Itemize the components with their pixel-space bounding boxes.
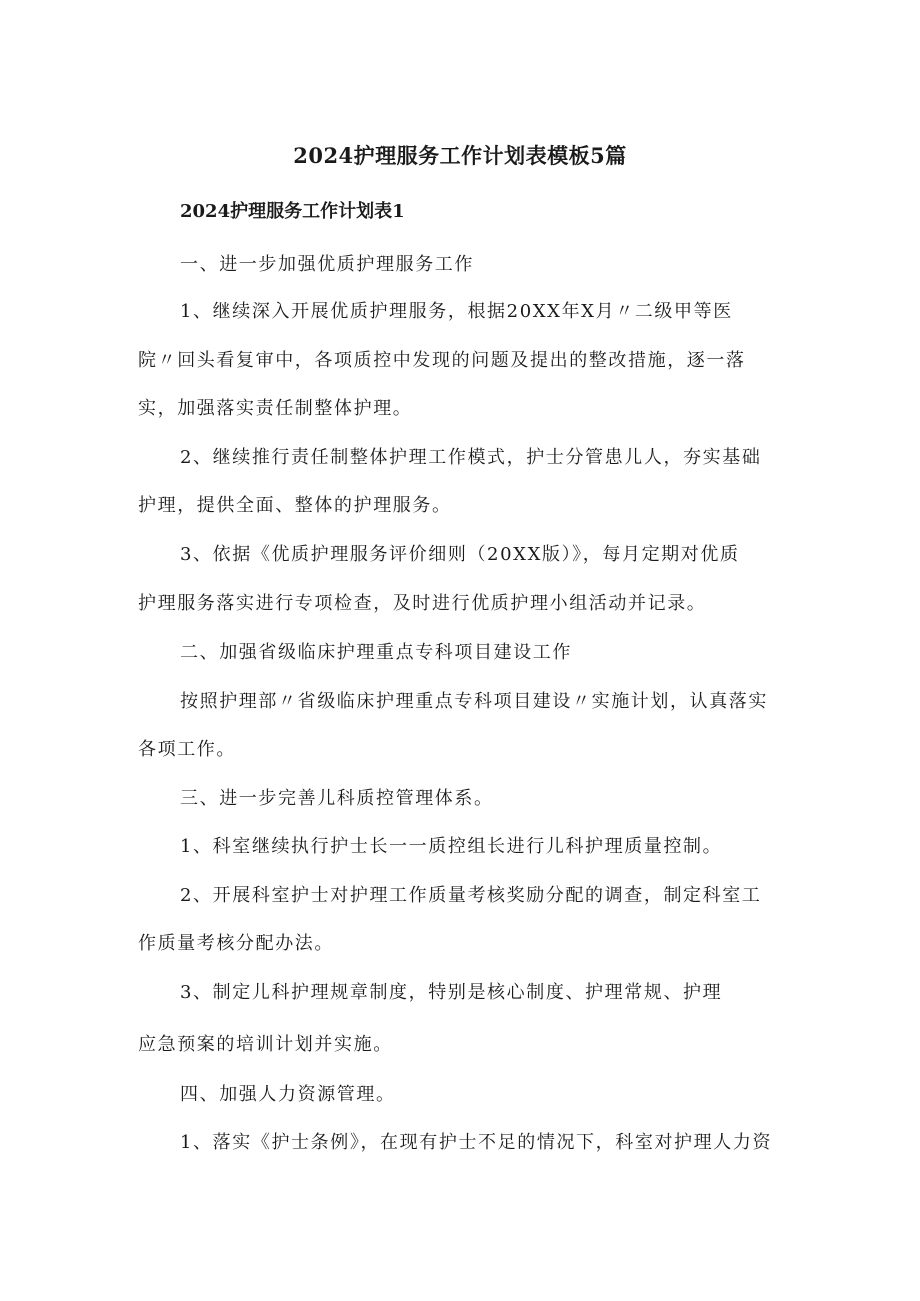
paragraph-line: 1、继续深入开展优质护理服务，根据20XX年X月〃二级甲等医	[180, 301, 733, 322]
paragraph-line: 实，加强落实责任制整体护理。	[138, 398, 413, 419]
paragraph-line: 作质量考核分配办法。	[138, 933, 334, 954]
section-heading-1: 一、进一步加强优质护理服务工作	[180, 254, 474, 275]
paragraph-line: 1、落实《护士条例》，在现有护士不足的情况下，科室对护理人力资	[180, 1132, 773, 1153]
section-heading-3: 三、进一步完善儿科质控管理体系。	[180, 788, 494, 809]
paragraph-line: 按照护理部〃省级临床护理重点专科项目建设〃实施计划，认真落实	[180, 691, 768, 712]
document-title: 2024护理服务工作计划表模板5篇	[293, 143, 627, 168]
paragraph-line: 各项工作。	[138, 739, 236, 760]
document-subtitle: 2024护理服务工作计划表1	[180, 201, 405, 222]
paragraph-line: 3、制定儿科护理规章制度，特别是核心制度、护理常规、护理	[180, 982, 723, 1003]
paragraph-line: 2、开展科室护士对护理工作质量考核奖励分配的调查，制定科室工	[180, 885, 762, 906]
paragraph-line: 3、依据《优质护理服务评价细则（20XX版）》，每月定期对优质	[180, 544, 740, 565]
section-heading-2: 二、加强省级临床护理重点专科项目建设工作	[180, 642, 572, 663]
paragraph-line: 护理服务落实进行专项检查，及时进行优质护理小组活动并记录。	[138, 593, 707, 614]
paragraph-line: 1、科室继续执行护士长一一质控组长进行儿科护理质量控制。	[180, 836, 723, 857]
paragraph-line: 护理，提供全面、整体的护理服务。	[138, 495, 452, 516]
paragraph-line: 应急预案的培训计划并实施。	[138, 1034, 393, 1055]
paragraph-line: 院〃回头看复审中，各项质控中发现的问题及提出的整改措施，逐一落	[138, 350, 746, 371]
section-heading-4: 四、加强人力资源管理。	[180, 1084, 396, 1105]
paragraph-line: 2、继续推行责任制整体护理工作模式，护士分管患儿人，夯实基础	[180, 447, 762, 468]
